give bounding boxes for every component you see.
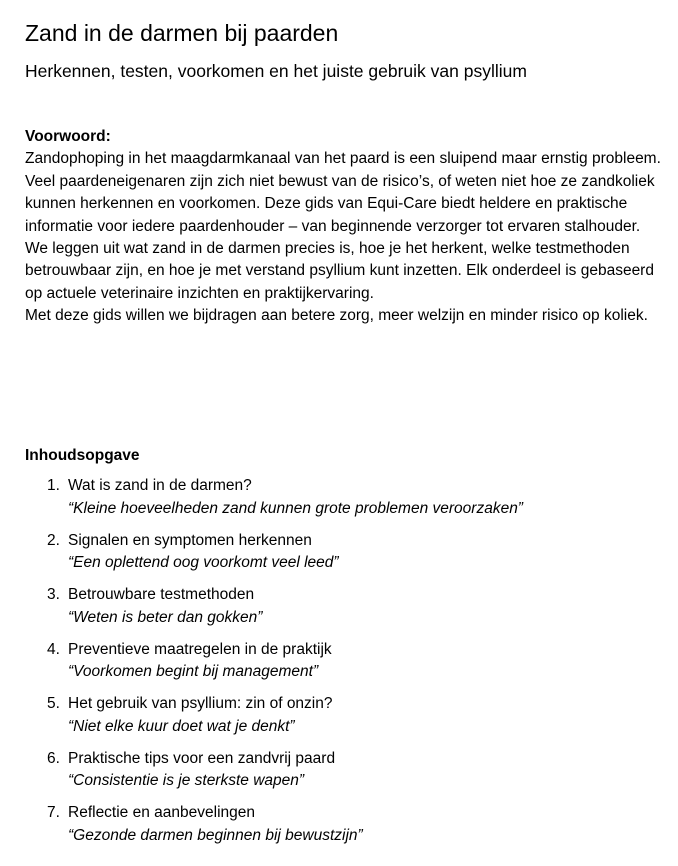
toc-item-quote: “Een oplettend oog voorkomt veel leed” bbox=[68, 554, 339, 571]
toc-item-title: Praktische tips voor een zandvrij paard bbox=[68, 749, 336, 767]
toc-item bbox=[25, 748, 665, 793]
toc-item-quote: “Gezonde darmen beginnen bij bewustzijn” bbox=[68, 826, 363, 844]
toc-item bbox=[25, 693, 665, 738]
toc-item-number: 2. bbox=[47, 531, 60, 549]
toc-item-title: Wat is zand in de darmen? bbox=[68, 477, 252, 494]
document-title: Zand in de darmen bij paarden bbox=[25, 20, 339, 46]
toc-item bbox=[25, 639, 665, 684]
toc-item bbox=[25, 530, 665, 575]
toc-item-title: Signalen en symptomen herkennen bbox=[68, 531, 312, 549]
toc-item-number: 3. bbox=[47, 586, 60, 603]
table-of-contents bbox=[25, 445, 665, 857]
toc-item bbox=[25, 584, 665, 629]
toc-item-title: Reflectie en aanbevelingen bbox=[68, 804, 255, 821]
foreword-paragraph: Zandophoping in het maagdarmkanaal van het paard is een sluipend maar ernstig probleem. Veel paardeneigenaren zijn zich niet bewust van de risico’s, of weten niet hoe ze zandkoliek kunnen herkennen en voorkomen. Deze gids van Equi-Care biedt heldere en praktische informatie voor iedere paardenhouder – van beginnende verzorger tot ervaren stalhouder. bbox=[25, 150, 661, 235]
document-subtitle: Herkennen, testen, voorkomen en het juiste gebruik van psyllium bbox=[25, 61, 527, 81]
foreword-paragraph: Met deze gids willen we bijdragen aan betere zorg, meer welzijn en minder risico op koliek. bbox=[25, 307, 648, 325]
toc-list bbox=[25, 475, 665, 847]
toc-item-quote: “Weten is beter dan gokken” bbox=[68, 608, 263, 626]
toc-item bbox=[25, 475, 665, 520]
toc-item-number: 7. bbox=[47, 804, 60, 821]
foreword-heading: Voorwoord: bbox=[25, 128, 111, 145]
toc-item-title: Preventieve maatregelen in de praktijk bbox=[68, 640, 332, 658]
toc-heading: Inhoudsopgave bbox=[25, 447, 140, 464]
toc-item-quote: “Voorkomen begint bij management” bbox=[68, 663, 319, 680]
toc-item bbox=[25, 802, 665, 847]
toc-item-number: 1. bbox=[47, 477, 60, 494]
foreword-section bbox=[25, 126, 665, 328]
toc-item-quote: “Consistentie is je sterkste wapen” bbox=[68, 772, 305, 789]
toc-item-number: 6. bbox=[47, 749, 60, 767]
toc-item-number: 5. bbox=[47, 695, 60, 712]
toc-item-title: Het gebruik van psyllium: zin of onzin? bbox=[68, 695, 333, 712]
toc-item-number: 4. bbox=[47, 640, 60, 658]
toc-item-quote: “Kleine hoeveelheden zand kunnen grote problemen veroorzaken” bbox=[68, 499, 523, 517]
foreword-paragraph: We leggen uit wat zand in de darmen precies is, hoe je het herkent, welke testmethoden betrouwbaar zijn, en hoe je met verstand psyllium kunt inzetten. Elk onderdeel is gebaseerd op actuele veterinaire inzichten en praktijkervaring. bbox=[25, 240, 654, 302]
toc-item-quote: “Niet elke kuur doet wat je denkt” bbox=[68, 717, 295, 735]
toc-item-title: Betrouwbare testmethoden bbox=[68, 586, 255, 603]
